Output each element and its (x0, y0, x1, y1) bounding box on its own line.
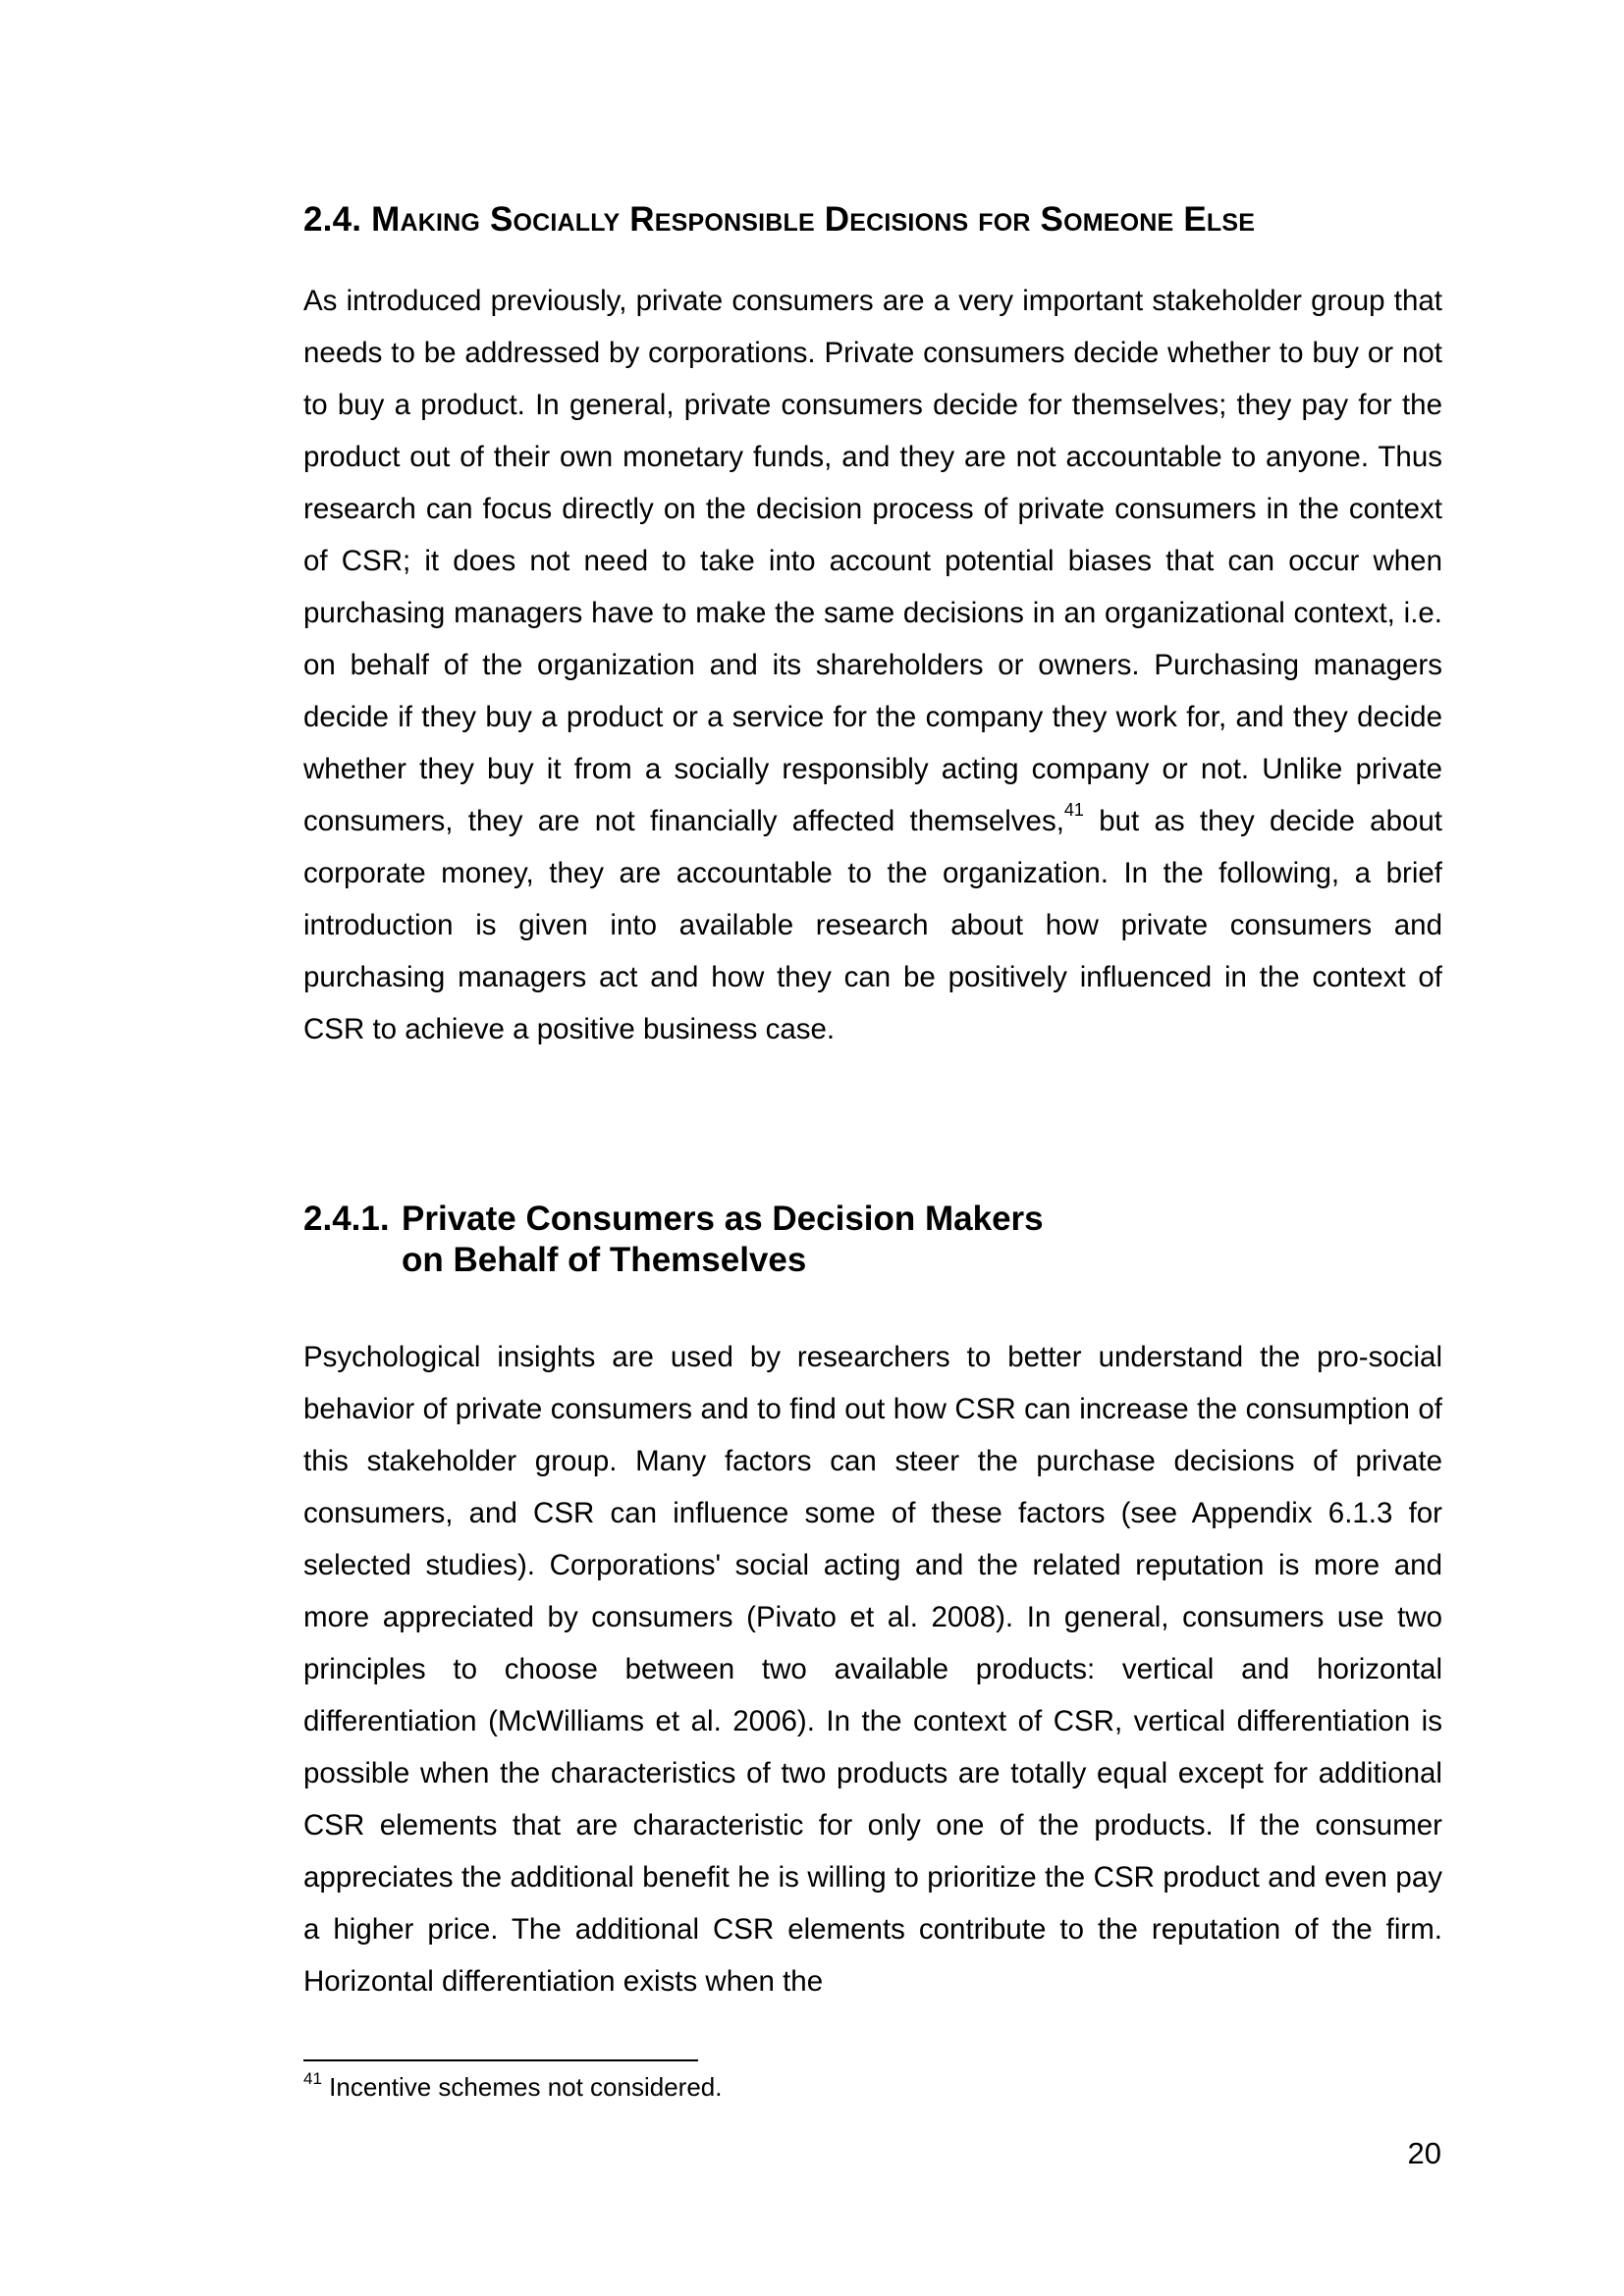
subsection-number: 2.4.1. (303, 1200, 390, 1238)
footnote (303, 2069, 1442, 2105)
footnote-number: 41 (303, 2069, 322, 2089)
paragraph-consumers (303, 1331, 1442, 2007)
footnote-reference[interactable]: 41 (1063, 800, 1084, 821)
paragraph-intro-text-b: but as they decide about corporate money, they are accountable to the organization. In the following, a brief introduction is given into available research about how private consumers and purchasing managers act and how they can be positively influenced in the context of CSR to achieve a positive business case. (303, 805, 1442, 1045)
paragraph-consumers-text: Psychological insights are used by researchers to better understand the pro-social behavior of private consumers and to find out how CSR can increase the consumption of this stakeholder group. Many factors can steer the purchase decisions of private consumers, and CSR can influence some of these factors (see Appendix 6.1.3 for selected studies). Corporations' social acting and the related reputation is more and more appreciated by consumers (Pivato et al. 2008). In general, consumers use two principles to choose between two available products: vertical and horizontal differentiation (McWilliams et al. 2006). In the context of CSR, vertical differentiation is possible when the characteristics of two products are totally equal except for additional CSR elements that are characteristic for only one of the products. If the consumer appreciates the additional benefit he is willing to prioritize the CSR product and even pay a higher price. The additional CSR elements contribute to the reputation of the firm. Horizontal differentiation exists when the (303, 1341, 1442, 1998)
subsection-title-line-1: Private Consumers as Decision Makers (402, 1200, 1044, 1238)
subsection-title-line-2: on Behalf of Themselves (402, 1241, 807, 1279)
paragraph-intro (303, 275, 1442, 1055)
subsection-heading (303, 1199, 1442, 1281)
paragraph-intro-text-a: As introduced previously, private consumers are a very important stakeholder group that needs to be addressed by corporations. Private consumers decide whether to buy or not to buy a product. In general, private consumers decide for themselves; they pay for the product out of their own monetary funds, and they are not accountable to anyone. Thus research can focus directly on the decision process of private consumers in the context of CSR; it does not need to take into account potential biases that can occur when purchasing managers have to make the same decisions in an organizational context, i.e. on behalf of the organization and its shareholders or owners. Purchasing managers decide if they buy a product or a service for the company they work for, and they decide whether they buy it from a socially responsibly acting company or not. Unlike private consumers, they are not financially affected themselves, (303, 285, 1442, 837)
page-number: 20 (1407, 2136, 1441, 2170)
section-title: Making Socially Responsible Decisions for Someone Else (371, 200, 1256, 239)
footnote-divider (303, 2059, 698, 2061)
section-number: 2.4. (303, 200, 362, 239)
section-heading (303, 196, 1442, 243)
footnote-text: Incentive schemes not considered. (321, 2072, 723, 2102)
